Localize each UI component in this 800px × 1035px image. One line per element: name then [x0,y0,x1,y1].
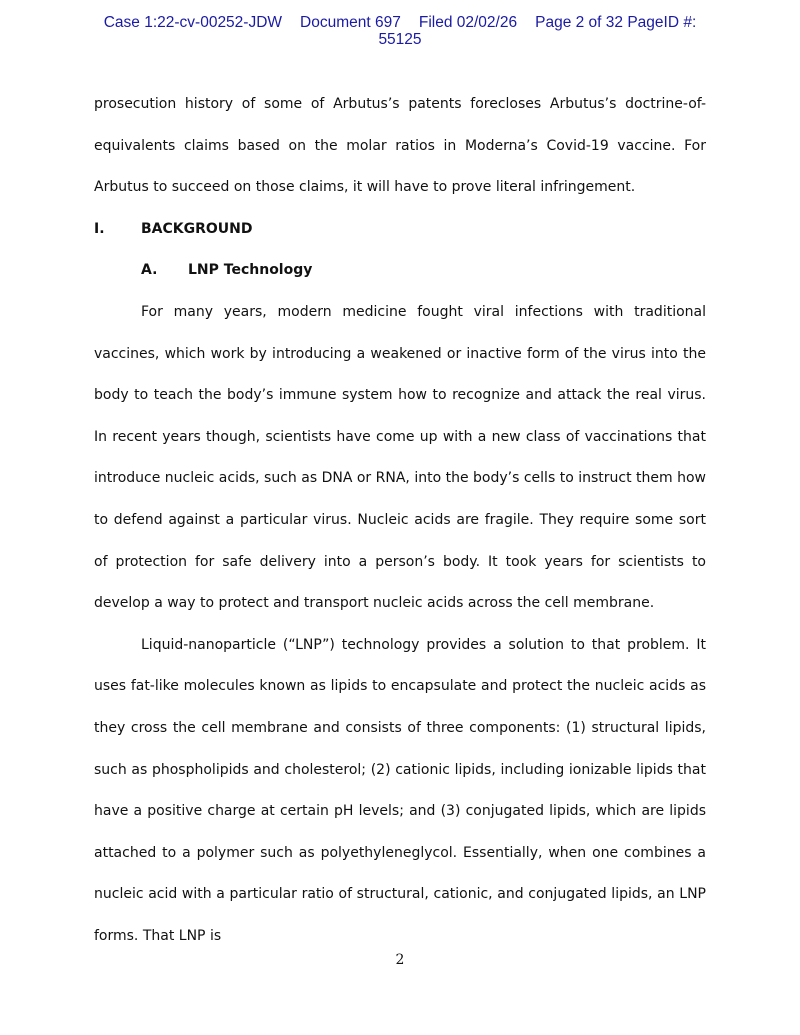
paragraph-lnp: Liquid-nanoparticle (“LNP”) technology provides a solution to that problem. It uses fat-like molecules known as lipids to encapsulate and protect the nucleic acids as they cross the cell membrane and consists of three components: (1) structural lipids, such as phospholipids and cholesterol; (2) cationic lipids, including ionizable lipids that have a positive charge at certain pH levels; and (3) conjugated lipids, which are lipids attached to a polymer such as polyethyleneglycol. Essentially, when one combines a nucleic acid with a particular ratio of structural, cationic, and conjugated lipids, an LNP forms. That LNP is [94,636,706,944]
document-body [94,84,706,957]
section-number: I. [94,220,105,237]
page-id: 55125 [378,31,422,48]
subsection-number: A. [141,262,158,279]
subsection-heading-lnp [94,250,706,292]
page-number: 2 [395,952,405,968]
filed-date: Filed 02/02/26 [418,14,518,31]
case-number: Case 1:22-cv-00252-JDW [103,14,283,31]
section-title: BACKGROUND [141,220,253,237]
subsection-title: LNP Technology [188,262,313,279]
document-number: Document 697 [300,14,401,31]
paragraph-vaccines: For many years, modern medicine fought viral infections with traditional vaccines, which work by introducing a weakened or inactive form of the virus into the body to teach the body’s immune system how to recognize and attack the real virus. In recent years though, scientists have come up with a new class of vaccinations that introduce nucleic acids, such as DNA or RNA, into the body’s cells to instruct them how to defend against a particular virus. Nucleic acids are fragile. They require some sort of protection for safe delivery into a person’s body. It took years for scientists to develop a way to protect and transport nucleic acids across the cell membrane. [94,303,706,612]
intro-paragraph: prosecution history of some of Arbutus’s patents forecloses Arbutus’s doctrine-of-equivalents claims based on the molar ratios in Moderna’s Covid-19 vaccine. For Arbutus to succeed on those claims, it will have to prove literal infringement. [94,96,706,196]
page-of-pages: Page 2 of 32 PageID #: [535,14,697,31]
court-filing-header [60,14,740,48]
header-line-1 [60,14,740,31]
section-heading-background [94,209,706,251]
